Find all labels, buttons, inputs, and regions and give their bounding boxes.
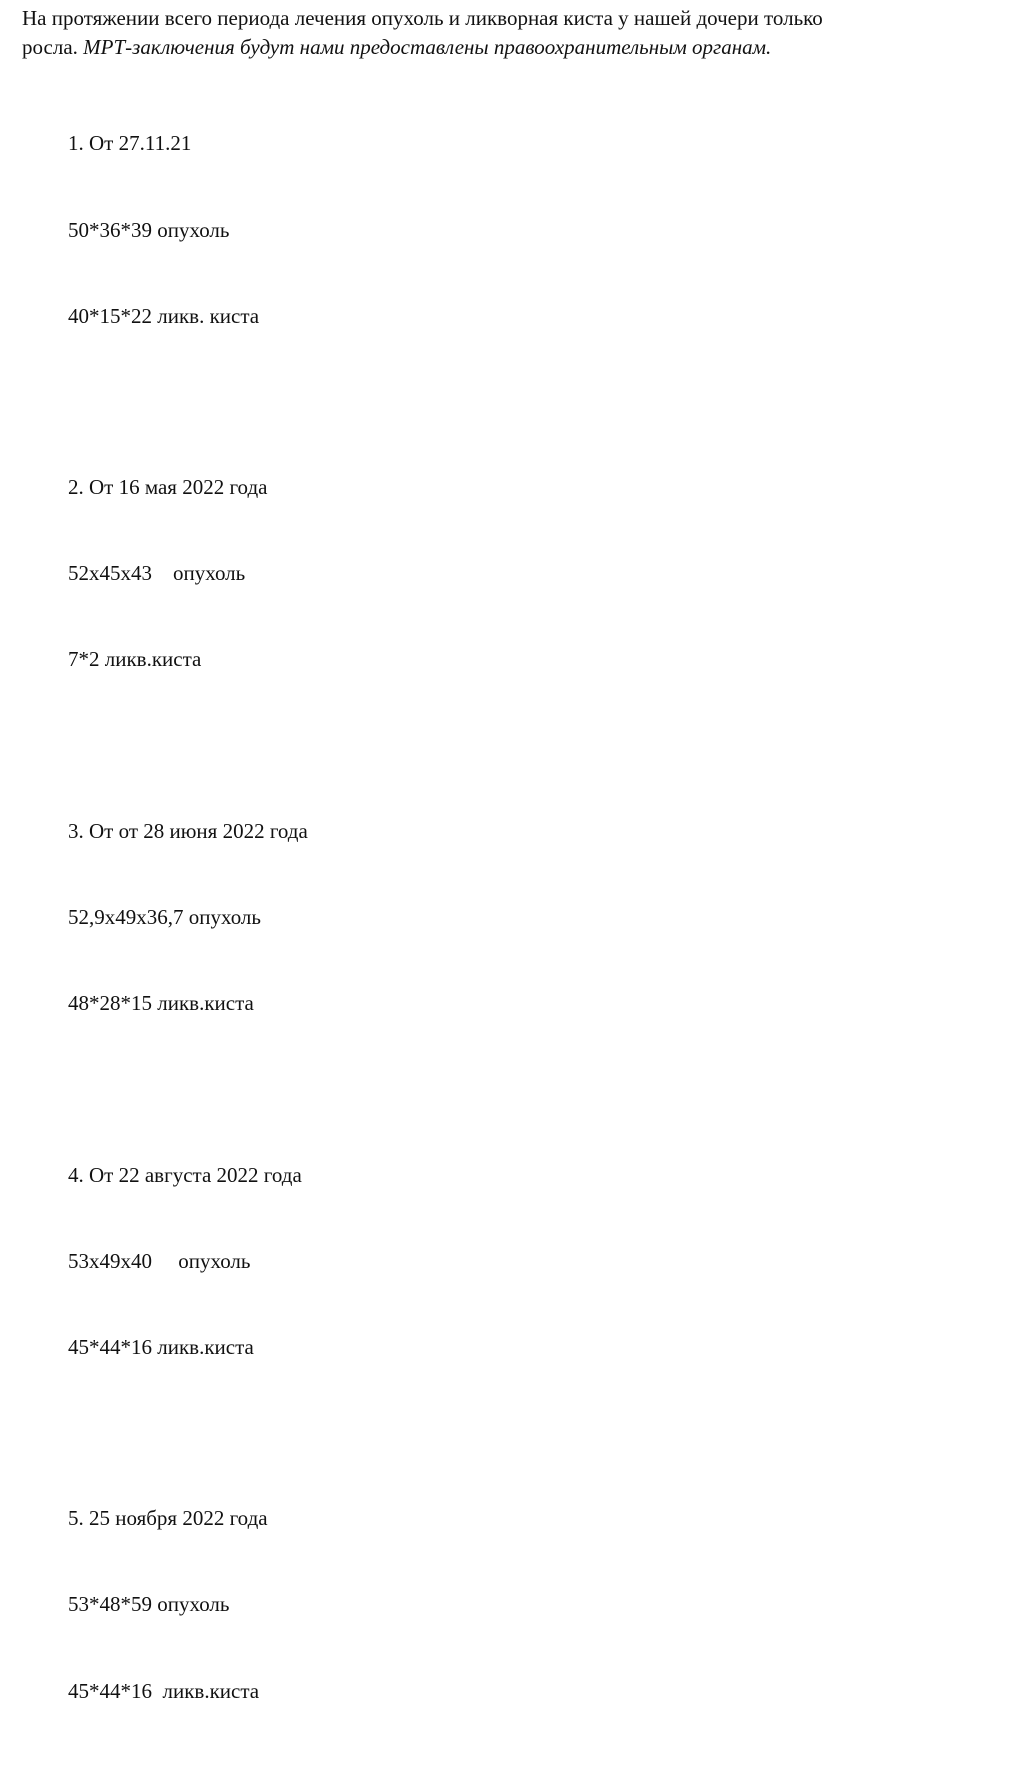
entry-heading: 5. 25 ноября 2022 года [68,1506,268,1531]
entry-cyst-size: 45*44*16 ликв.киста [68,1678,260,1703]
mri-entry-3 [68,759,308,1075]
entry-cyst-size: 48*28*15 ликв.киста [68,991,254,1016]
entry-heading: 3. От от 28 июня 2022 года [68,818,308,843]
mri-results-list [68,72,308,1791]
entry-cyst-size: 45*44*16 ликв.киста [68,1334,254,1359]
entry-heading: 4. От 22 августа 2022 года [68,1162,302,1187]
intro-line-2-italic: МРТ-заключения будут нами предоставлены правоохранительным органам. [83,35,772,59]
intro-line-1: На протяжении всего периода лечения опухоль и ликворная киста у нашей дочери только [22,6,823,30]
intro-line-2 [22,33,1012,62]
intro-line-2-plain: росла. [22,35,84,59]
document-page [22,4,1012,62]
entry-tumor-size: 50*36*39 опухоль [68,217,230,242]
mri-entry-5 [68,1447,308,1763]
entry-tumor-size: 53х49х40 опухоль [68,1248,251,1273]
mri-entry-2 [68,416,308,732]
intro-paragraph [22,4,1012,62]
entry-tumor-size: 52х45х43 опухоль [68,561,246,586]
entry-cyst-size: 7*2 ликв.киста [68,647,202,672]
entry-heading: 2. От 16 мая 2022 года [68,475,268,500]
entry-cyst-size: 40*15*22 ликв. киста [68,303,260,328]
entry-heading: 1. От 27.11.21 [68,131,192,156]
entry-tumor-size: 53*48*59 опухоль [68,1592,230,1617]
mri-entry-4 [68,1103,308,1419]
mri-entry-1 [68,72,308,388]
entry-tumor-size: 52,9х49х36,7 опухоль [68,904,261,929]
